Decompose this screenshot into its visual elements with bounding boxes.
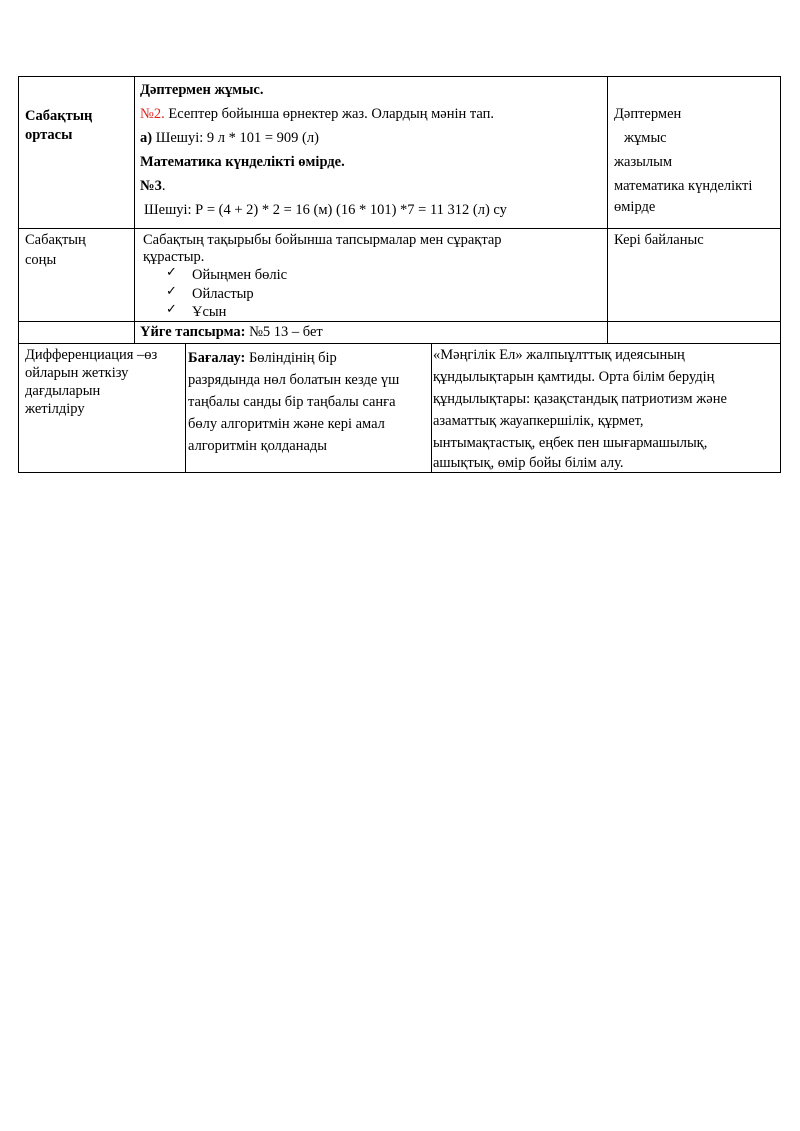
check-icon: ✓ [166,284,177,299]
differentiation-line4: жетілдіру [25,401,85,417]
values-line1: «Мәңгілік Ел» жалпыұлттық идеясының [433,347,685,363]
answer-a-line [140,129,319,147]
end-task-line2: құрастыр. [143,249,205,265]
task3-line [140,177,165,195]
task2-number: №2. [140,106,165,122]
checklist-item: Ұсын [192,304,227,320]
task3-number: №3 [140,178,162,194]
stage-label-end-line1: Сабақтың [25,232,86,248]
notebook-work-title: Дәптермен жұмыс. [140,82,264,98]
values-line3: құндылықтары: қазақстандық патриотизм және [433,391,727,407]
feedback-label: Кері байланыс [614,232,704,248]
table-border-right [780,76,781,473]
assessment-line1 [188,349,337,367]
assessment-line5: алгоритмін қолданады [188,438,328,454]
row-divider [18,228,781,229]
values-line6: ашықтық, өмір бойы білім алу. [433,455,624,471]
check-icon: ✓ [166,302,177,317]
homework-line [140,323,323,341]
lesson-plan-table [18,76,781,473]
differentiation-line3: дағдыларын [25,383,101,399]
row-divider [18,321,781,322]
task3-dot: . [161,178,166,194]
task3-answer: Шешуі: Р = (4 + 2) * 2 = 16 (м) (16 * 101) *7 = 11 312 (л) су [144,202,507,218]
stage-label-end-line2: соңы [25,252,57,268]
checklist-item: Ойластыр [192,286,254,302]
table-border-top [18,76,781,77]
assessment-line4: бөлу алгоритмін және кері амал [188,416,385,432]
table-border-bottom [18,472,781,473]
table-border-left [18,76,19,473]
resource-line-2: жұмыс [624,130,667,146]
resource-line-3: жазылым [614,154,673,170]
resource-line-5: өмірде [614,199,656,215]
answer-a-text: Шешуі: 9 л * 101 = 909 (л) [155,130,319,146]
column-divider [134,76,135,344]
end-task-line1: Сабақтың тақырыбы бойынша тапсырмалар мен сұрақтар [143,232,502,248]
differentiation-line2: ойларын жеткізу [25,365,129,381]
stage-label-middle-line1: Сабақтың [25,108,93,124]
values-line2: құндылықтарын қамтиды. Орта білім берудің [433,369,715,385]
homework-value: №5 13 – бет [249,324,323,340]
column-divider [607,76,608,344]
assessment-line3: таңбалы санды бір таңбалы санға [188,394,396,410]
homework-label: Үйге тапсырма: [140,324,246,340]
task2-line [140,105,494,123]
stage-label-middle-line2: ортасы [25,127,73,143]
differentiation-line1: Дифференциация –өз [25,347,158,363]
check-icon: ✓ [166,265,177,280]
resource-line-4: математика күнделікті [614,178,753,194]
task2-text: Есептер бойынша өрнектер жаз. Олардың мәнін тап. [168,106,495,122]
values-line5: ынтымақтастық, еңбек пен шығармашылық, [433,435,708,451]
column-divider [431,343,432,473]
column-divider [185,343,186,473]
answer-a-label: а) [140,130,153,146]
resource-line-1: Дәптермен [614,106,682,122]
assessment-label: Бағалау: [188,350,246,366]
math-daily-life-title: Математика күнделікті өмірде. [140,154,345,170]
checklist-item: Ойыңмен бөліс [192,267,288,283]
assessment-text: Бөліндінің бір [248,350,337,366]
row-divider [18,343,781,344]
values-line4: азаматтық жауапкершілік, құрмет, [433,413,644,429]
assessment-line2: разрядында нөл болатын кезде үш [188,372,400,388]
